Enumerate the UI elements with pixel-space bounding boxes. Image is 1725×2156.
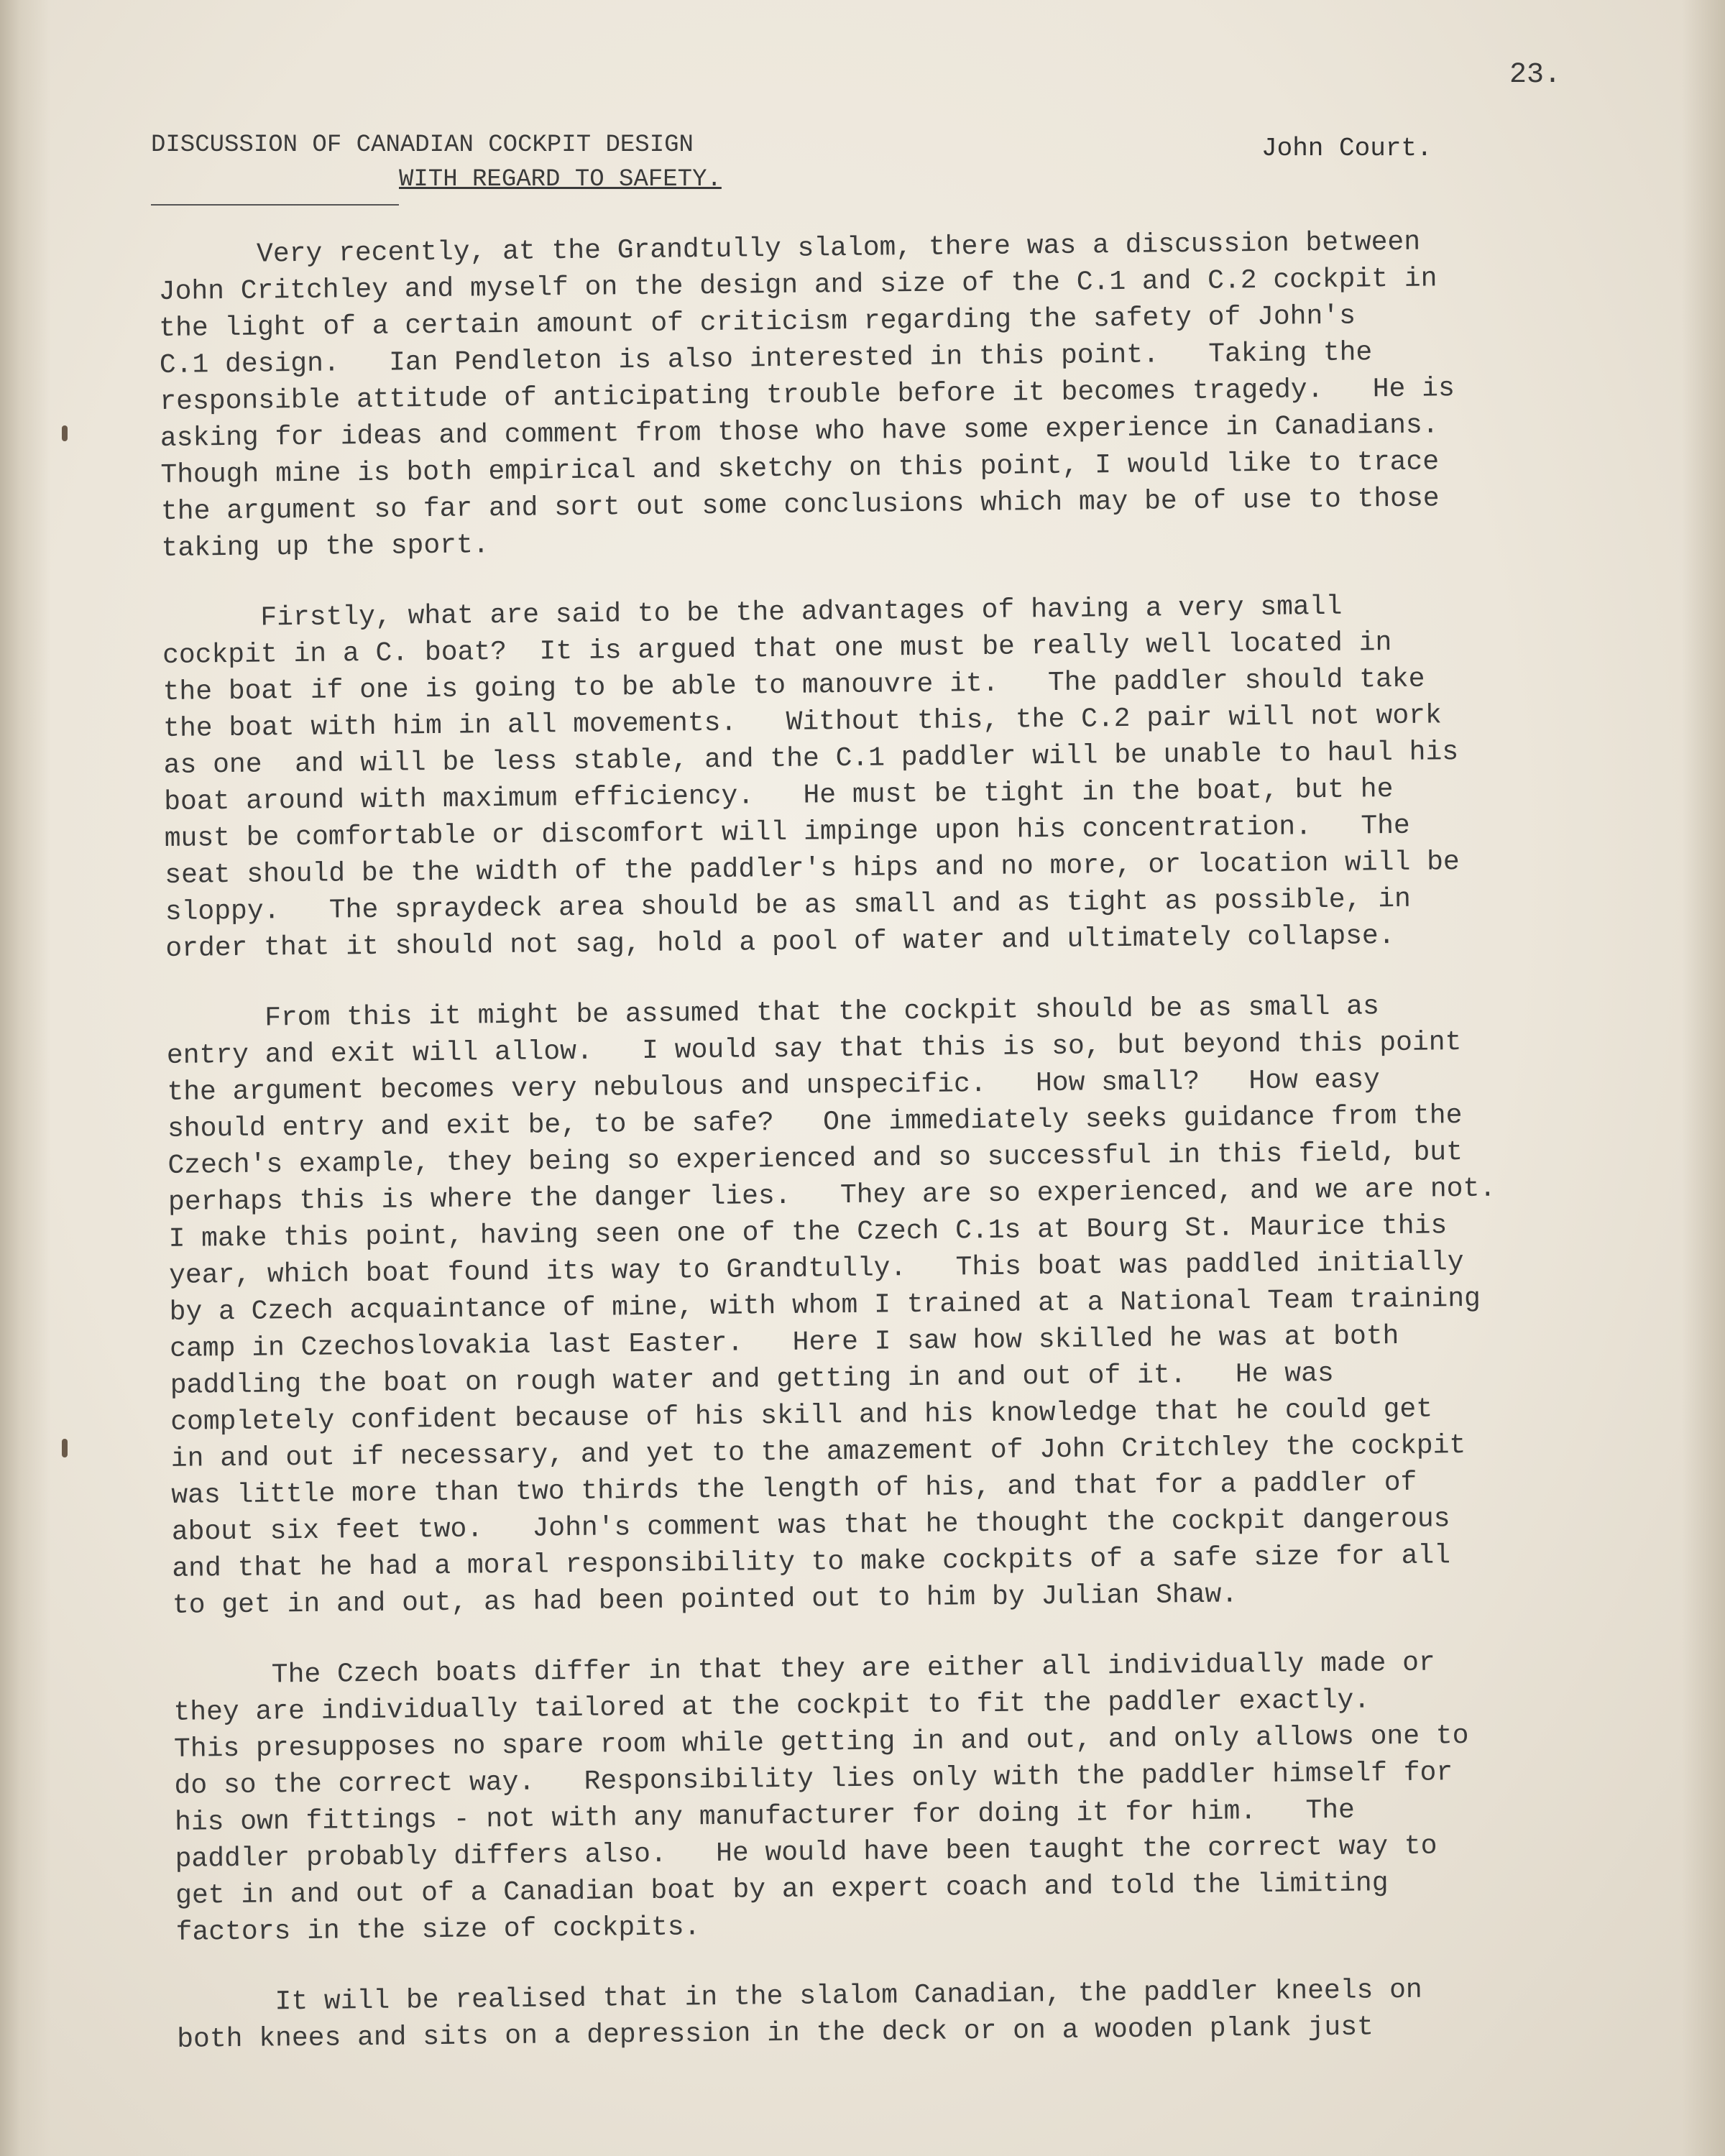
staple-mark	[62, 425, 68, 441]
paragraph: From this it might be assumed that the cockpit should be as small as entry and exit will allow. I would say that this is so, but beyond this point the argument becomes very nebulous and unspecific. How small? How easy should entry and exit be, to be safe? One immediately seeks guidance from the Czech's example, they being so experienced and so successful in this field, but perhaps this is where the danger lies. They are so experienced, and we are not. I make this point, having seen one of the Czech C.1s at Bourg St. Maurice this year, which boat found its way to Grandtully. This boat was paddled initially by a Czech acquaintance of mine, with whom I trained at a National Team training camp in Czechoslovakia last Easter. Here I saw how skilled he was at both paddling the boat on rough water and getting in and out of it. He was completely confident because of his skill and his knowledge that he could get in and out if necessary, and yet to the amazement of John Critchley the cockpit was little more than two thirds the length of his, and that for a paddler of about six feet two. John's comment was that he thought the cockpit dangerous and that he had a moral responsibility to make cockpits of a safe size for all to get in and out, as had been pointed out to him by Julian Shaw.	[166, 991, 1496, 1621]
title-underline-rule	[151, 204, 399, 206]
article-body	[158, 221, 1657, 2058]
paragraph: Very recently, at the Grandtully slalom, there was a discussion between John Critchley and myself on the design and size of the C.1 and C.2 cockpit in the light of a certain amount of criticism regarding the safety of John's C.1 design. Ian Pendleton is also interested in this point. Taking the responsible attitude of anticipating trouble before it becomes tragedy. He is asking for ideas and comment from those who have some experience in Canadians. Though mine is both empirical and sketchy on this point, I would like to trace the argument so far and sort out some conclusions which may be of use to those taking up the sport.	[158, 226, 1455, 564]
paragraph: Firstly, what are said to be the advantages of having a very small cockpit in a C. boat? It is argued that one must be really well located in the boat if one is going to be able to manouvre it. The paddler should take the boat with him in all movements. Without this, the C.2 pair will not work as one and will be less stable, and the C.1 paddler will be unable to haul his boat around with maximum efficiency. He must be tight in the boat, but he must be comfortable or discomfort will impinge upon his concentration. The seat should be the width of the paddler's hips and no more, or location will be sloppy. The spraydeck area should be as small and as tight as possible, in order that it should not sag, hold a pool of water and ultimately collapse.	[162, 591, 1460, 964]
page-edge-shadow	[1682, 0, 1725, 2156]
paragraph: It will be realised that in the slalom Canadian, the paddler kneels on both knees and sits on a depression in the deck or on a wooden plank just	[176, 1974, 1422, 2055]
author-name: John Court.	[1261, 134, 1432, 163]
title-line-2: WITH REGARD TO SAFETY.	[399, 166, 722, 193]
binding-shadow	[0, 0, 50, 2156]
paragraph: The Czech boats differ in that they are either all individually made or they are individually tailored at the cockpit to fit the paddler exactly. This presupposes no spare room while getting in and out, and only allows one to do so the correct way. Responsibility lies only with the paddler himself for his own fittings - not with any manufacturer for doing it for him. The paddler probably differs also. He would have been taught the correct way to get in and out of a Canadian boat by an expert coach and told the limiting factors in the size of cockpits.	[172, 1647, 1469, 1948]
title-line-1: DISCUSSION OF CANADIAN COCKPIT DESIGN	[151, 132, 694, 159]
staple-mark	[62, 1439, 68, 1457]
page-number: 23.	[1509, 59, 1562, 91]
article-title	[151, 128, 722, 197]
